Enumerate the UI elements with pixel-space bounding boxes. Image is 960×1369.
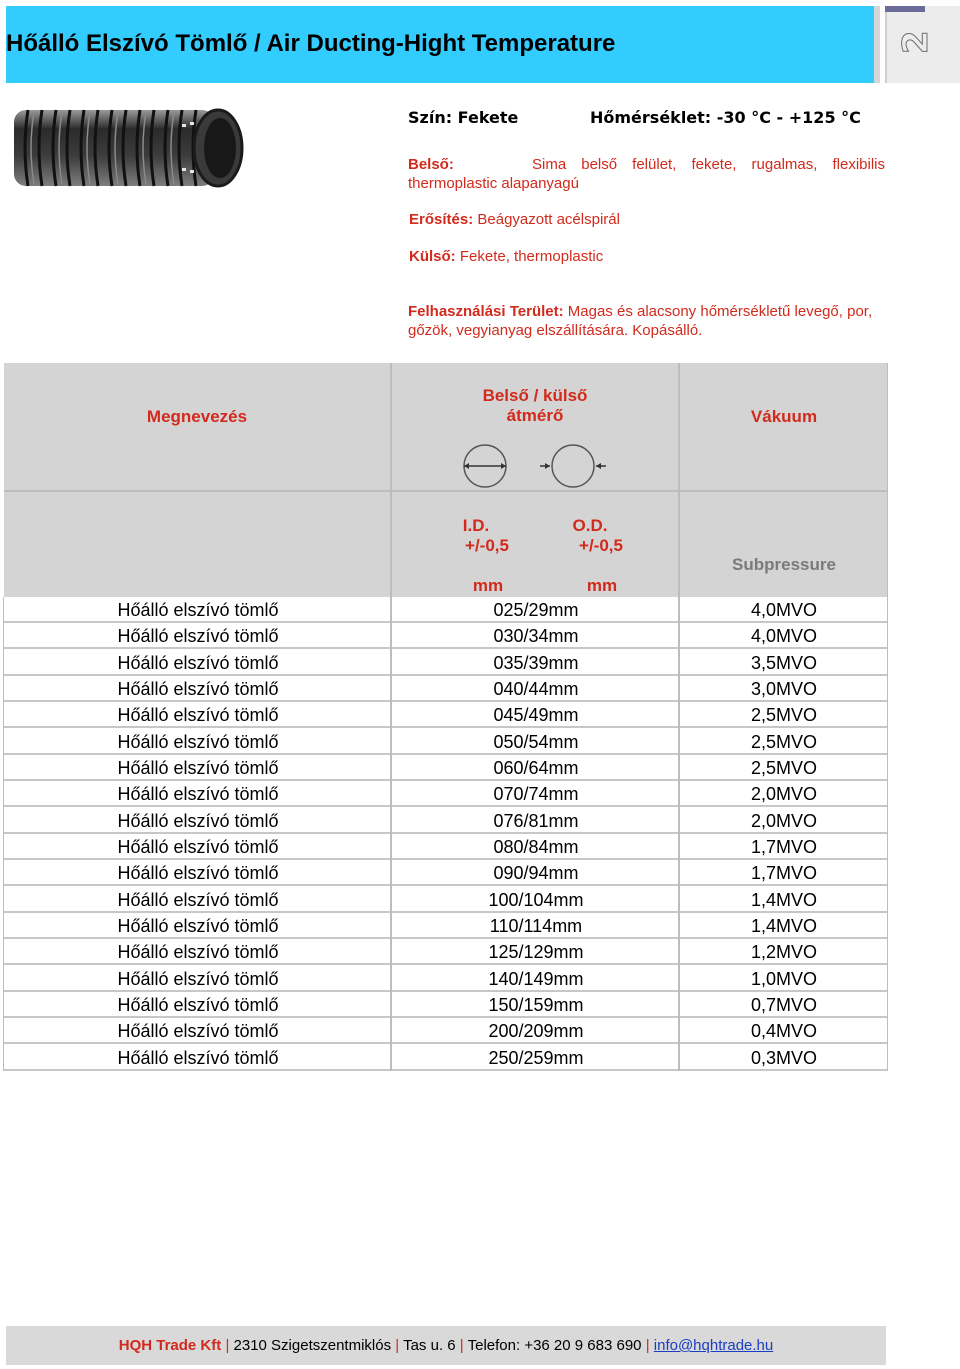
product-name-cell: Hőálló elszívó tömlő	[117, 652, 279, 673]
diameter-cell: 030/34mm	[493, 626, 579, 647]
diameter-cell: 090/94mm	[493, 863, 579, 884]
table-row	[4, 834, 888, 860]
vacuum-cell: 0,3MVO	[750, 1047, 818, 1068]
column-divider-2	[678, 363, 680, 1071]
vacuum-cell: 0,4MVO	[750, 1021, 818, 1042]
product-name-cell: Hőálló elszívó tömlő	[117, 784, 279, 805]
color-label: Szín: Fekete	[408, 108, 519, 127]
hose-image	[6, 100, 246, 196]
id-label: I.D.	[462, 516, 490, 535]
product-name-cell: Hőálló elszívó tömlő	[117, 836, 279, 857]
table-row	[4, 1018, 888, 1044]
product-name-cell: Hőálló elszívó tömlő	[117, 600, 279, 620]
footer-street: Tas u. 6	[403, 1337, 456, 1354]
column-divider-1	[390, 363, 392, 1071]
page-title: Hőálló Elszívó Tömlő / Air Ducting-Hight Temperature	[6, 30, 616, 57]
table-row	[4, 676, 888, 702]
vacuum-cell: 1,0MVO	[750, 968, 818, 989]
product-name-cell: Hőálló elszívó tömlő	[117, 757, 279, 778]
header-cell-name	[4, 363, 390, 491]
product-name-cell: Hőálló elszívó tömlő	[117, 994, 279, 1015]
diameter-cell: 110/114mm	[489, 915, 583, 936]
temperature-label: Hőmérséklet: -30 °C - +125 °C	[590, 108, 861, 127]
subpressure-label: Subpressure	[732, 555, 836, 574]
diameter-cell: 200/209mm	[488, 1021, 584, 1042]
vacuum-cell: 4,0MVO	[750, 626, 818, 647]
product-name-cell: Hőálló elszívó tömlő	[117, 1047, 279, 1068]
page-number: 2	[896, 30, 936, 54]
vacuum-cell: 0,7MVO	[750, 994, 818, 1015]
outer-diameter-icon	[538, 440, 608, 492]
diameter-cell: 250/259mm	[488, 1047, 584, 1068]
diameter-cell: 040/44mm	[493, 678, 579, 699]
page-corner-accent	[885, 6, 925, 12]
product-name-cell: Hőálló elszívó tömlő	[117, 626, 279, 647]
vacuum-cell: 1,2MVO	[750, 942, 818, 963]
vacuum-cell: 1,4MVO	[750, 889, 818, 910]
od-tolerance: +/-0,5	[579, 536, 623, 555]
product-name-cell: Hőálló elszívó tömlő	[117, 731, 279, 752]
vacuum-cell: 3,5MVO	[750, 652, 818, 673]
table-row	[4, 887, 888, 913]
diameter-cell: 140/149mm	[488, 968, 584, 989]
table-row	[4, 623, 888, 649]
reinforcement-label: Erősítés:	[409, 211, 474, 228]
product-name-cell: Hőálló elszívó tömlő	[117, 942, 279, 963]
table-row	[4, 755, 888, 781]
diameter-cell: 025/29mm	[493, 600, 579, 620]
od-label: O.D.	[572, 516, 608, 535]
od-unit: mm	[586, 576, 618, 595]
table-row	[4, 650, 888, 676]
table-right-border	[887, 363, 888, 1071]
id-tolerance: +/-0,5	[465, 536, 509, 555]
vacuum-cell: 1,7MVO	[750, 836, 818, 857]
vacuum-cell: 1,4MVO	[750, 915, 818, 936]
table-left-border	[3, 597, 4, 1071]
vacuum-cell: 2,0MVO	[750, 810, 818, 831]
table-row	[4, 597, 888, 623]
diameter-cell: 035/39mm	[493, 652, 579, 673]
column-header-name: Megnevezés	[146, 407, 248, 426]
id-unit: mm	[472, 576, 504, 595]
diameter-cell: 100/104mm	[488, 889, 584, 910]
usage-spec	[408, 302, 878, 340]
usage-label: Felhasználási Terület:	[408, 303, 564, 320]
reinforcement-spec	[409, 210, 886, 229]
inner-diameter-icon	[458, 440, 516, 492]
inner-label: Belső:	[408, 156, 454, 173]
diameter-cell: 060/64mm	[493, 757, 579, 778]
footer-company: HQH Trade Kft	[118, 1337, 222, 1354]
column-header-diameter-line1: Belső / külső	[482, 386, 588, 405]
diameter-cell: 045/49mm	[493, 705, 579, 726]
footer-address: 2310 Szigetszentmiklós	[233, 1337, 392, 1354]
footer-email-link[interactable]: info@hqhtrade.hu	[653, 1337, 774, 1354]
diameter-cell: 150/159mm	[488, 994, 584, 1015]
subheader-cell-name	[4, 491, 390, 597]
inner-spec	[408, 155, 885, 193]
product-name-cell: Hőálló elszívó tömlő	[117, 678, 279, 699]
table-row	[4, 1045, 888, 1071]
footer: HQH Trade Kft | 2310 Szigetszentmiklós | Tas u. 6 | Telefon: +36 20 9 683 690 | info@hqhtrade.hu	[6, 1326, 886, 1365]
footer-phone: Telefon: +36 20 9 683 690	[467, 1337, 642, 1354]
table-row	[4, 808, 888, 834]
vacuum-cell: 2,5MVO	[750, 731, 818, 752]
table-row	[4, 702, 888, 728]
header-divider	[874, 6, 880, 83]
vacuum-cell: 2,5MVO	[750, 705, 818, 726]
diameter-cell: 076/81mm	[493, 810, 579, 831]
vacuum-cell: 3,0MVO	[750, 678, 818, 699]
vacuum-cell: 1,7MVO	[750, 863, 818, 884]
table-row	[4, 913, 888, 939]
table-row	[4, 992, 888, 1018]
product-name-cell: Hőálló elszívó tömlő	[117, 889, 279, 910]
column-header-vacuum: Vákuum	[750, 407, 818, 426]
diameter-cell: 050/54mm	[493, 731, 579, 752]
diameter-cell: 080/84mm	[493, 836, 579, 857]
product-name-cell: Hőálló elszívó tömlő	[117, 915, 279, 936]
table-row	[4, 860, 888, 886]
outer-label: Külső:	[409, 248, 456, 265]
product-name-cell: Hőálló elszívó tömlő	[117, 705, 279, 726]
vacuum-cell: 2,0MVO	[750, 784, 818, 805]
header-cell-vacuum	[680, 363, 888, 491]
usage-text: Magas és alacsony hőmérsékletű levegő, por, gőzök, vegyianyag elszállítására. Kopásálló.	[408, 303, 873, 339]
table-row	[4, 939, 888, 965]
table-row	[4, 966, 888, 992]
table-row	[4, 729, 888, 755]
product-name-cell: Hőálló elszívó tömlő	[117, 863, 279, 884]
outer-spec	[409, 247, 886, 266]
vacuum-cell: 4,0MVO	[750, 600, 818, 620]
inner-text: Sima belső felület, fekete, rugalmas, flexibilis thermoplastic alapanyagú	[408, 156, 885, 192]
product-name-cell: Hőálló elszívó tömlő	[117, 968, 279, 989]
header-divider-line	[4, 490, 888, 492]
product-name-cell: Hőálló elszívó tömlő	[117, 810, 279, 831]
product-name-cell: Hőálló elszívó tömlő	[117, 1021, 279, 1042]
diameter-cell: 125/129mm	[488, 942, 584, 963]
reinforcement-text: Beágyazott acélspirál	[477, 211, 620, 228]
outer-text: Fekete, thermoplastic	[459, 248, 604, 265]
header-cell-diameter	[392, 363, 678, 491]
table-row	[4, 781, 888, 807]
column-header-diameter-line2: átmérő	[506, 406, 564, 425]
subheader-cell-vacuum	[680, 491, 888, 597]
diameter-cell: 070/74mm	[493, 784, 579, 805]
vacuum-cell: 2,5MVO	[750, 757, 818, 778]
